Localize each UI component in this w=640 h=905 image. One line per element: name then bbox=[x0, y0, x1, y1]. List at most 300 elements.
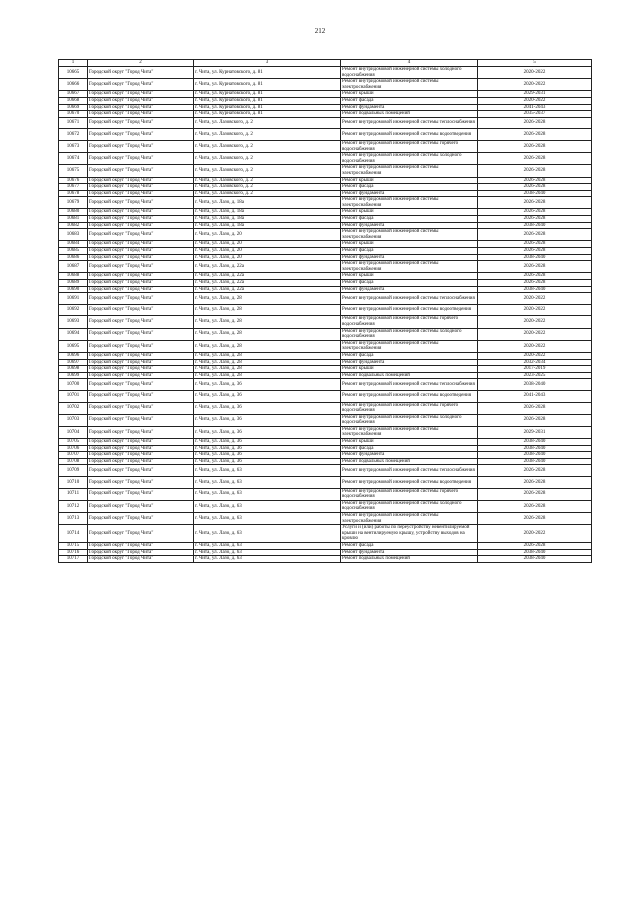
period-cell: 2038-2040 bbox=[478, 286, 592, 293]
municipality-cell: Городской округ "Город Чита" bbox=[88, 359, 194, 366]
period-cell: 2026-2028 bbox=[478, 241, 592, 248]
table-row bbox=[59, 97, 592, 104]
municipality-cell: Городской округ "Город Чита" bbox=[88, 177, 194, 184]
municipality-cell: Городской округ "Город Чита" bbox=[88, 140, 194, 152]
address-cell: г. Чита, ул. Курнатовского, д. 81 bbox=[194, 67, 341, 79]
work-type-cell: Ремонт крыши bbox=[341, 91, 478, 98]
period-cell: 2020-2022 bbox=[478, 316, 592, 328]
municipality-cell: Городской округ "Город Чита" bbox=[88, 67, 194, 79]
period-cell: 2026-2028 bbox=[478, 216, 592, 223]
municipality-cell: Городской округ "Город Чита" bbox=[88, 452, 194, 459]
address-cell: г. Чита, ул. Лазовского, д. 2 bbox=[194, 117, 341, 129]
municipality-cell: Городской округ "Город Чита" bbox=[88, 379, 194, 391]
period-cell: 2026-2028 bbox=[478, 513, 592, 525]
municipality-cell: Городской округ "Город Чита" bbox=[88, 402, 194, 414]
municipality-cell: Городской округ "Город Чита" bbox=[88, 165, 194, 177]
work-type-cell: Ремонт внутридомовой инженерной системы холодного водоснабжения bbox=[341, 414, 478, 426]
work-type-cell: Ремонт фасада bbox=[341, 248, 478, 255]
address-cell: г. Чита, ул. Лазо, д. 28 bbox=[194, 372, 341, 379]
work-type-cell: Ремонт фасада bbox=[341, 97, 478, 104]
column-header-1: 1 bbox=[59, 60, 88, 67]
row-number-cell: 10690 bbox=[59, 286, 88, 293]
row-number-cell: 10672 bbox=[59, 129, 88, 141]
municipality-cell: Городской округ "Город Чита" bbox=[88, 209, 194, 216]
work-type-cell: Ремонт фундамента bbox=[341, 190, 478, 197]
municipality-cell: Городской округ "Город Чита" bbox=[88, 79, 194, 91]
municipality-cell: Городской округ "Город Чита" bbox=[88, 500, 194, 512]
municipality-cell: Городской округ "Город Чита" bbox=[88, 129, 194, 141]
row-number-cell: 10671 bbox=[59, 117, 88, 129]
row-number-cell: 10679 bbox=[59, 197, 88, 209]
address-cell: г. Чита, ул. Лазо, д. 63 bbox=[194, 556, 341, 563]
period-cell: 2029-2031 bbox=[478, 91, 592, 98]
table-row bbox=[59, 426, 592, 438]
table-row bbox=[59, 229, 592, 241]
address-cell: г. Чита, ул. Лазо, д. 20 bbox=[194, 229, 341, 241]
table-row bbox=[59, 241, 592, 248]
work-type-cell: Ремонт фасада bbox=[341, 184, 478, 191]
address-cell: г. Чита, ул. Лазовского, д. 2 bbox=[194, 129, 341, 141]
table-row bbox=[59, 500, 592, 512]
table-row bbox=[59, 304, 592, 316]
column-header-3: 3 bbox=[194, 60, 341, 67]
address-cell: г. Чита, ул. Лазо, д. 28 bbox=[194, 340, 341, 352]
municipality-cell: Городской округ "Город Чита" bbox=[88, 513, 194, 525]
work-type-cell: Ремонт внутридомовой инженерной системы водоотведения bbox=[341, 477, 478, 489]
period-cell: 2038-2040 bbox=[478, 190, 592, 197]
table-row bbox=[59, 340, 592, 352]
work-type-cell: Ремонт крыши bbox=[341, 366, 478, 373]
row-number-cell: 10675 bbox=[59, 165, 88, 177]
table-row bbox=[59, 117, 592, 129]
period-cell: 2038-2040 bbox=[478, 445, 592, 452]
address-cell: г. Чита, ул. Лазо, д. 28 bbox=[194, 352, 341, 359]
work-type-cell: Ремонт фундамента bbox=[341, 452, 478, 459]
municipality-cell: Городской округ "Город Чита" bbox=[88, 273, 194, 280]
table-row bbox=[59, 452, 592, 459]
period-cell: 2020-2022 bbox=[478, 293, 592, 305]
municipality-cell: Городской округ "Город Чита" bbox=[88, 488, 194, 500]
address-cell: г. Чита, ул. Лазо, д. 36 bbox=[194, 390, 341, 402]
address-cell: г. Чита, ул. Лазо, д. 22а bbox=[194, 273, 341, 280]
row-number-cell: 10694 bbox=[59, 328, 88, 340]
table-row bbox=[59, 67, 592, 79]
row-number-cell: 10676 bbox=[59, 177, 88, 184]
address-cell: г. Чита, ул. Лазо, д. 18а bbox=[194, 222, 341, 229]
table-row bbox=[59, 153, 592, 165]
table-row bbox=[59, 261, 592, 273]
address-cell: г. Чита, ул. Лазо, д. 20 bbox=[194, 254, 341, 261]
period-cell: 2026-2028 bbox=[478, 273, 592, 280]
address-cell: г. Чита, ул. Лазо, д. 18а bbox=[194, 216, 341, 223]
row-number-cell: 10685 bbox=[59, 248, 88, 255]
table-row bbox=[59, 177, 592, 184]
period-cell: 2035-2037 bbox=[478, 111, 592, 118]
period-cell: 2020-2022 bbox=[478, 525, 592, 543]
row-number-cell: 10678 bbox=[59, 190, 88, 197]
work-type-cell: Ремонт фундамента bbox=[341, 286, 478, 293]
table-body bbox=[59, 67, 592, 563]
period-cell: 2017-2019 bbox=[478, 366, 592, 373]
period-cell: 2026-2028 bbox=[478, 209, 592, 216]
municipality-cell: Городской округ "Город Чита" bbox=[88, 304, 194, 316]
address-cell: г. Чита, ул. Лазо, д. 63 bbox=[194, 513, 341, 525]
municipality-cell: Городской округ "Город Чита" bbox=[88, 216, 194, 223]
address-cell: г. Чита, ул. Лазо, д. 36 bbox=[194, 445, 341, 452]
row-number-cell: 10691 bbox=[59, 293, 88, 305]
row-number-cell: 10712 bbox=[59, 500, 88, 512]
municipality-cell: Городской округ "Город Чита" bbox=[88, 414, 194, 426]
period-cell: 2029-2031 bbox=[478, 426, 592, 438]
capital-repair-table bbox=[58, 59, 592, 563]
work-type-cell: Ремонт подвальных помещений bbox=[341, 372, 478, 379]
period-cell: 2020-2022 bbox=[478, 352, 592, 359]
work-type-cell: Ремонт внутридомовой инженерной системы теплоснабжения bbox=[341, 379, 478, 391]
work-type-cell: Ремонт крыши bbox=[341, 273, 478, 280]
work-type-cell: Ремонт внутридомовой инженерной системы электроснабжения bbox=[341, 79, 478, 91]
address-cell: г. Чита, ул. Лазо, д. 28 bbox=[194, 316, 341, 328]
table-row bbox=[59, 248, 592, 255]
work-type-cell: Ремонт фасада bbox=[341, 280, 478, 287]
municipality-cell: Городской округ "Город Чита" bbox=[88, 542, 194, 549]
work-type-cell: Ремонт внутридомовой инженерной системы горячего водоснабжения bbox=[341, 316, 478, 328]
table-row bbox=[59, 414, 592, 426]
period-cell: 2038-2040 bbox=[478, 222, 592, 229]
address-cell: г. Чита, ул. Лазовского, д. 2 bbox=[194, 140, 341, 152]
work-type-cell: Ремонт внутридомовой инженерной системы электроснабжения bbox=[341, 261, 478, 273]
row-number-cell: 10665 bbox=[59, 67, 88, 79]
address-cell: г. Чита, ул. Лазо, д. 18а bbox=[194, 197, 341, 209]
work-type-cell: Ремонт фасада bbox=[341, 352, 478, 359]
row-number-cell: 10699 bbox=[59, 372, 88, 379]
work-type-cell: Ремонт крыши bbox=[341, 177, 478, 184]
address-cell: г. Чита, ул. Лазовского, д. 2 bbox=[194, 190, 341, 197]
period-cell: 2032-2034 bbox=[478, 359, 592, 366]
table-row bbox=[59, 222, 592, 229]
municipality-cell: Городской округ "Город Чита" bbox=[88, 316, 194, 328]
table-row bbox=[59, 390, 592, 402]
header-row bbox=[59, 60, 592, 67]
work-type-cell: Ремонт внутридомовой инженерной системы холодного водоснабжения bbox=[341, 67, 478, 79]
municipality-cell: Городской округ "Город Чита" bbox=[88, 261, 194, 273]
period-cell: 2020-2022 bbox=[478, 340, 592, 352]
row-number-cell: 10713 bbox=[59, 513, 88, 525]
period-cell: 2026-2028 bbox=[478, 165, 592, 177]
table-row bbox=[59, 140, 592, 152]
period-cell: 2026-2028 bbox=[478, 402, 592, 414]
table-row bbox=[59, 372, 592, 379]
period-cell: 2020-2022 bbox=[478, 79, 592, 91]
table-row bbox=[59, 549, 592, 556]
row-number-cell: 10681 bbox=[59, 216, 88, 223]
address-cell: г. Чита, ул. Лазо, д. 63 bbox=[194, 477, 341, 489]
address-cell: г. Чита, ул. Лазо, д. 20 bbox=[194, 248, 341, 255]
period-cell: 2026-2028 bbox=[478, 488, 592, 500]
row-number-cell: 10687 bbox=[59, 261, 88, 273]
municipality-cell: Городской округ "Город Чита" bbox=[88, 286, 194, 293]
table-row bbox=[59, 254, 592, 261]
row-number-cell: 10709 bbox=[59, 465, 88, 477]
municipality-cell: Городской округ "Город Чита" bbox=[88, 445, 194, 452]
table-row bbox=[59, 286, 592, 293]
address-cell: г. Чита, ул. Лазо, д. 63 bbox=[194, 488, 341, 500]
work-type-cell: Ремонт фасада bbox=[341, 542, 478, 549]
row-number-cell: 10707 bbox=[59, 452, 88, 459]
row-number-cell: 10700 bbox=[59, 379, 88, 391]
work-type-cell: Ремонт внутридомовой инженерной системы электроснабжения bbox=[341, 426, 478, 438]
work-type-cell: Ремонт внутридомовой инженерной системы электроснабжения bbox=[341, 340, 478, 352]
municipality-cell: Городской округ "Город Чита" bbox=[88, 465, 194, 477]
municipality-cell: Городской округ "Город Чита" bbox=[88, 280, 194, 287]
row-number-cell: 10710 bbox=[59, 477, 88, 489]
row-number-cell: 10677 bbox=[59, 184, 88, 191]
table-row bbox=[59, 104, 592, 111]
address-cell: г. Чита, ул. Лазо, д. 28 bbox=[194, 304, 341, 316]
municipality-cell: Городской округ "Город Чита" bbox=[88, 477, 194, 489]
period-cell: 2023-2025 bbox=[478, 372, 592, 379]
address-cell: г. Чита, ул. Лазо, д. 36 bbox=[194, 452, 341, 459]
municipality-cell: Городской округ "Город Чита" bbox=[88, 241, 194, 248]
row-number-cell: 10705 bbox=[59, 439, 88, 446]
column-header-5: 5 bbox=[478, 60, 592, 67]
work-type-cell: Ремонт подвальных помещений bbox=[341, 556, 478, 563]
municipality-cell: Городской округ "Город Чита" bbox=[88, 229, 194, 241]
work-type-cell: Ремонт подвальных помещений bbox=[341, 458, 478, 465]
table-row bbox=[59, 91, 592, 98]
address-cell: г. Чита, ул. Лазо, д. 36 bbox=[194, 426, 341, 438]
work-type-cell: Ремонт внутридомовой инженерной системы горячего водоснабжения bbox=[341, 402, 478, 414]
period-cell: 2038-2040 bbox=[478, 549, 592, 556]
work-type-cell: Ремонт внутридомовой инженерной системы электроснабжения bbox=[341, 229, 478, 241]
period-cell: 2026-2028 bbox=[478, 229, 592, 241]
row-number-cell: 10686 bbox=[59, 254, 88, 261]
period-cell: 2026-2028 bbox=[478, 129, 592, 141]
municipality-cell: Городской округ "Город Чита" bbox=[88, 293, 194, 305]
row-number-cell: 10670 bbox=[59, 111, 88, 118]
table-row bbox=[59, 525, 592, 543]
work-type-cell: Ремонт внутридомовой инженерной системы холодного водоснабжения bbox=[341, 500, 478, 512]
address-cell: г. Чита, ул. Лазо, д. 36 bbox=[194, 402, 341, 414]
address-cell: г. Чита, ул. Лазо, д. 63 bbox=[194, 525, 341, 543]
table-row bbox=[59, 328, 592, 340]
address-cell: г. Чита, ул. Лазо, д. 36 bbox=[194, 379, 341, 391]
period-cell: 2026-2028 bbox=[478, 248, 592, 255]
table-row bbox=[59, 477, 592, 489]
address-cell: г. Чита, ул. Лазовского, д. 2 bbox=[194, 184, 341, 191]
row-number-cell: 10683 bbox=[59, 229, 88, 241]
municipality-cell: Городской округ "Город Чита" bbox=[88, 340, 194, 352]
municipality-cell: Городской округ "Город Чита" bbox=[88, 117, 194, 129]
period-cell: 2020-2022 bbox=[478, 304, 592, 316]
row-number-cell: 10703 bbox=[59, 414, 88, 426]
work-type-cell: Ремонт внутридомовой инженерной системы холодного водоснабжения bbox=[341, 328, 478, 340]
row-number-cell: 10684 bbox=[59, 241, 88, 248]
municipality-cell: Городской округ "Город Чита" bbox=[88, 184, 194, 191]
table-row bbox=[59, 402, 592, 414]
period-cell: 2026-2028 bbox=[478, 197, 592, 209]
period-cell: 2026-2028 bbox=[478, 542, 592, 549]
work-type-cell: Ремонт крыши bbox=[341, 439, 478, 446]
address-cell: г. Чита, ул. Лазо, д. 28 bbox=[194, 359, 341, 366]
table-row bbox=[59, 197, 592, 209]
work-type-cell: Ремонт внутридомовой инженерной системы теплоснабжения bbox=[341, 465, 478, 477]
table-row bbox=[59, 439, 592, 446]
period-cell: 2026-2028 bbox=[478, 177, 592, 184]
address-cell: г. Чита, ул. Лазо, д. 22а bbox=[194, 280, 341, 287]
municipality-cell: Городской округ "Город Чита" bbox=[88, 525, 194, 543]
period-cell: 2020-2022 bbox=[478, 67, 592, 79]
municipality-cell: Городской округ "Город Чита" bbox=[88, 254, 194, 261]
period-cell: 2026-2028 bbox=[478, 477, 592, 489]
row-number-cell: 10717 bbox=[59, 556, 88, 563]
address-cell: г. Чита, ул. Лазо, д. 36 bbox=[194, 414, 341, 426]
work-type-cell: Ремонт крыши bbox=[341, 209, 478, 216]
table-row bbox=[59, 190, 592, 197]
table-row bbox=[59, 165, 592, 177]
municipality-cell: Городской округ "Город Чита" bbox=[88, 458, 194, 465]
row-number-cell: 10714 bbox=[59, 525, 88, 543]
table-row bbox=[59, 316, 592, 328]
address-cell: г. Чита, ул. Лазовского, д. 2 bbox=[194, 153, 341, 165]
period-cell: 2020-2022 bbox=[478, 97, 592, 104]
municipality-cell: Городской округ "Город Чита" bbox=[88, 97, 194, 104]
address-cell: г. Чита, ул. Лазо, д. 22а bbox=[194, 261, 341, 273]
address-cell: г. Чита, ул. Курнатовского, д. 81 bbox=[194, 104, 341, 111]
row-number-cell: 10702 bbox=[59, 402, 88, 414]
municipality-cell: Городской округ "Город Чита" bbox=[88, 248, 194, 255]
work-type-cell: Ремонт внутридомовой инженерной системы водоотведения bbox=[341, 304, 478, 316]
work-type-cell: Ремонт внутридомовой инженерной системы холодного водоснабжения bbox=[341, 153, 478, 165]
address-cell: г. Чита, ул. Курнатовского, д. 81 bbox=[194, 91, 341, 98]
municipality-cell: Городской округ "Город Чита" bbox=[88, 91, 194, 98]
row-number-cell: 10708 bbox=[59, 458, 88, 465]
period-cell: 2026-2028 bbox=[478, 261, 592, 273]
address-cell: г. Чита, ул. Курнатовского, д. 81 bbox=[194, 79, 341, 91]
municipality-cell: Городской округ "Город Чита" bbox=[88, 352, 194, 359]
table-row bbox=[59, 465, 592, 477]
period-cell: 2038-2040 bbox=[478, 379, 592, 391]
address-cell: г. Чита, ул. Лазовского, д. 2 bbox=[194, 165, 341, 177]
address-cell: г. Чита, ул. Лазо, д. 63 bbox=[194, 465, 341, 477]
address-cell: г. Чита, ул. Лазовского, д. 2 bbox=[194, 177, 341, 184]
municipality-cell: Городской округ "Город Чита" bbox=[88, 104, 194, 111]
work-type-cell: Ремонт внутридомовой инженерной системы электроснабжения bbox=[341, 513, 478, 525]
address-cell: г. Чита, ул. Лазо, д. 36 bbox=[194, 458, 341, 465]
address-cell: г. Чита, ул. Лазо, д. 63 bbox=[194, 542, 341, 549]
municipality-cell: Городской округ "Город Чита" bbox=[88, 366, 194, 373]
period-cell: 2038-2040 bbox=[478, 439, 592, 446]
period-cell: 2026-2028 bbox=[478, 280, 592, 287]
row-number-cell: 10697 bbox=[59, 359, 88, 366]
period-cell: 2026-2028 bbox=[478, 153, 592, 165]
municipality-cell: Городской округ "Город Чита" bbox=[88, 549, 194, 556]
work-type-cell: Ремонт внутридомовой инженерной системы электроснабжения bbox=[341, 197, 478, 209]
period-cell: 2026-2028 bbox=[478, 184, 592, 191]
row-number-cell: 10695 bbox=[59, 340, 88, 352]
table-row bbox=[59, 129, 592, 141]
period-cell: 2038-2040 bbox=[478, 556, 592, 563]
row-number-cell: 10673 bbox=[59, 140, 88, 152]
table-row bbox=[59, 273, 592, 280]
table-row bbox=[59, 216, 592, 223]
work-type-cell: Ремонт внутридомовой инженерной системы водоотведения bbox=[341, 390, 478, 402]
municipality-cell: Городской округ "Город Чита" bbox=[88, 197, 194, 209]
row-number-cell: 10667 bbox=[59, 91, 88, 98]
municipality-cell: Городской округ "Город Чита" bbox=[88, 556, 194, 563]
table-row bbox=[59, 366, 592, 373]
municipality-cell: Городской округ "Город Чита" bbox=[88, 222, 194, 229]
table-row bbox=[59, 111, 592, 118]
table-row bbox=[59, 458, 592, 465]
work-type-cell: Ремонт внутридомовой инженерной системы горячего водоснабжения bbox=[341, 488, 478, 500]
table-row bbox=[59, 184, 592, 191]
work-type-cell: Ремонт крыши bbox=[341, 241, 478, 248]
address-cell: г. Чита, ул. Лазо, д. 22а bbox=[194, 286, 341, 293]
row-number-cell: 10674 bbox=[59, 153, 88, 165]
table-row bbox=[59, 79, 592, 91]
municipality-cell: Городской округ "Город Чита" bbox=[88, 372, 194, 379]
work-type-cell: Ремонт внутридомовой инженерной системы водоотведения bbox=[341, 129, 478, 141]
row-number-cell: 10704 bbox=[59, 426, 88, 438]
municipality-cell: Городской округ "Город Чита" bbox=[88, 390, 194, 402]
period-cell: 2038-2040 bbox=[478, 254, 592, 261]
municipality-cell: Городской округ "Город Чита" bbox=[88, 439, 194, 446]
period-cell: 2041-2043 bbox=[478, 390, 592, 402]
address-cell: г. Чита, ул. Лазо, д. 28 bbox=[194, 328, 341, 340]
period-cell: 2026-2028 bbox=[478, 117, 592, 129]
municipality-cell: Городской округ "Город Чита" bbox=[88, 190, 194, 197]
period-cell: 2026-2028 bbox=[478, 140, 592, 152]
period-cell: 2020-2022 bbox=[478, 328, 592, 340]
page-number: 212 bbox=[314, 27, 326, 35]
municipality-cell: Городской округ "Город Чита" bbox=[88, 153, 194, 165]
municipality-cell: Городской округ "Город Чита" bbox=[88, 111, 194, 118]
row-number-cell: 10666 bbox=[59, 79, 88, 91]
row-number-cell: 10711 bbox=[59, 488, 88, 500]
work-type-cell: Ремонт фундамента bbox=[341, 549, 478, 556]
table-row bbox=[59, 293, 592, 305]
row-number-cell: 10696 bbox=[59, 352, 88, 359]
row-number-cell: 10706 bbox=[59, 445, 88, 452]
table-row bbox=[59, 280, 592, 287]
period-cell: 2026-2028 bbox=[478, 465, 592, 477]
address-cell: г. Чита, ул. Лазо, д. 63 bbox=[194, 549, 341, 556]
table-row bbox=[59, 445, 592, 452]
row-number-cell: 10716 bbox=[59, 549, 88, 556]
address-cell: г. Чита, ул. Лазо, д. 28 bbox=[194, 293, 341, 305]
work-type-cell: Ремонт фундамента bbox=[341, 359, 478, 366]
address-cell: г. Чита, ул. Лазо, д. 20 bbox=[194, 241, 341, 248]
row-number-cell: 10688 bbox=[59, 273, 88, 280]
row-number-cell: 10689 bbox=[59, 280, 88, 287]
work-type-cell: Ремонт фундамента bbox=[341, 222, 478, 229]
row-number-cell: 10682 bbox=[59, 222, 88, 229]
work-type-cell: Ремонт внутридомовой инженерной системы теплоснабжения bbox=[341, 117, 478, 129]
work-type-cell: Ремонт фасада bbox=[341, 216, 478, 223]
address-cell: г. Чита, ул. Лазо, д. 28 bbox=[194, 366, 341, 373]
table-row bbox=[59, 359, 592, 366]
work-type-cell: Ремонт фундамента bbox=[341, 254, 478, 261]
work-type-cell: Ремонт подвальных помещений bbox=[341, 111, 478, 118]
table-row bbox=[59, 556, 592, 563]
municipality-cell: Городской округ "Город Чита" bbox=[88, 426, 194, 438]
row-number-cell: 10668 bbox=[59, 97, 88, 104]
period-cell: 2038-2040 bbox=[478, 458, 592, 465]
address-cell: г. Чита, ул. Лазо, д. 63 bbox=[194, 500, 341, 512]
municipality-cell: Городской округ "Город Чита" bbox=[88, 328, 194, 340]
row-number-cell: 10680 bbox=[59, 209, 88, 216]
row-number-cell: 10715 bbox=[59, 542, 88, 549]
